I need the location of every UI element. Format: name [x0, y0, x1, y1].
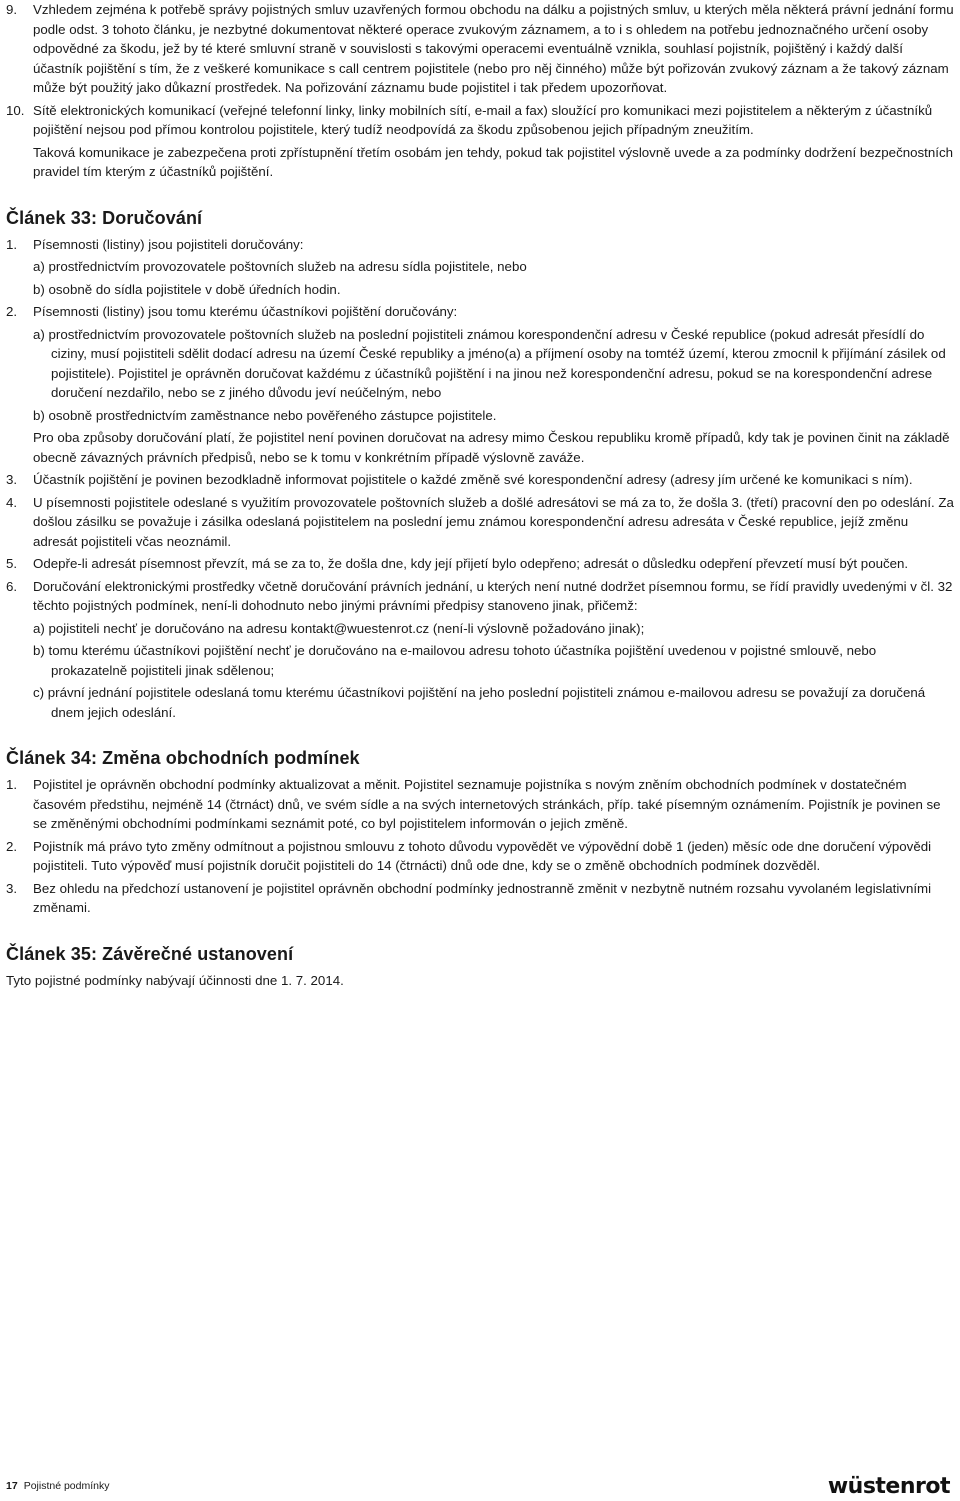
sub-item: b) osobně prostřednictvím zaměstnance nebo pověřeného zástupce pojistitele. [33, 407, 497, 423]
list-item [6, 0, 954, 98]
paragraph: U písemnosti pojistitele odeslané s využitím provozovatele poštovních služeb a došlé adresátovi se má za to, že došla 3. (třetí) pracovní den po odeslání. Za došlou zásilku se považuje i zásilka odeslaná pojistitelem na poslední jemu známou korespondenční adresu adresáta v České republice, jejíž změnu adresát pojistiteli včas neoznámil. [33, 494, 954, 549]
item-number: 5. [6, 556, 18, 571]
item-number: 1. [6, 236, 18, 252]
paragraph: Odepře-li adresát písemnost převzít, má se za to, že došla dne, kdy její přijetí bylo odepřeno; adresát o důsledku odepření převzetí musí být poučen. [33, 556, 909, 571]
paragraph: Pro oba způsoby doručování platí, že pojistitel není povinen doručovat na adresy mimo Českou republiku kromě případů, kdy tak je povinen činit na základě obecně závazných právních předpisů, nebo se k tomu v konkrétním případě výslovně zaváže. [33, 430, 950, 465]
list-item [6, 235, 954, 300]
item-number: 6. [6, 578, 18, 594]
item-number: 4. [6, 494, 18, 510]
paragraph: Pojistník má právo tyto změny odmítnout a pojistnou smlouvu z tohoto důvodu vypovědět ve výpovědní době 1 (jeden) měsíc ode dne doručení výpovědi pojistiteli. Tuto výpověď musí pojistník doručit pojistiteli do 14 (čtrnácti) dnů ode dne, kdy se o změně obchodních podmínek dozvěděl. [33, 838, 932, 873]
list-item [6, 879, 954, 918]
list-item [6, 577, 954, 723]
item-number: 2. [6, 838, 18, 854]
paragraph: Taková komunikace je zabezpečena proti zpřístupnění třetím osobám jen tehdy, pokud tak pojistitel výslovně uvede a za podmínky dodržení bezpečnostních pravidel tím kterým z účastníků pojištění. [33, 144, 953, 179]
sub-item: b) tomu kterému účastníkovi pojištění nechť je doručováno na e-mailovou adresu tohoto účastníka pojištění uvedenou v pojistné smlouvě, nebo prokazatelně pojistiteli jinak sdělenou; [33, 643, 877, 678]
item-number: 9. [6, 2, 18, 17]
article-heading: Článek 33: Doručování [6, 207, 203, 228]
list-item [6, 101, 954, 182]
item-number: 3. [6, 472, 18, 487]
article-heading: Článek 34: Změna obchodních podmínek [6, 748, 360, 768]
sub-item: a) prostřednictvím provozovatele poštovních služeb na poslední pojistiteli známou korespondenční adresu v České republice (pokud adresát přesídlí do ciziny, musí pojistiteli sdělit dodací adresu na území České republiky a jméno(a) a příjmení osoby na tomtéž území, kterou zmocnil k přijímání zásilek od pojistitele). Pojistitel je oprávněn doručovat každému z účastníků pojištění i na jinou než korespondenční adresu, pokud se na korespondenční adrese doručení nezdařilo, nebo se z jiného důvodu jeví neúčelným, nebo [33, 326, 946, 400]
sub-item: a) pojistiteli nechť je doručováno na adresu kontakt@wuestenrot.cz (není-li výslovně požadováno jinak); [33, 620, 645, 636]
document-body [6, 0, 954, 993]
article-35 [6, 943, 954, 991]
list-item [6, 837, 954, 876]
intro-list [6, 0, 954, 182]
sub-item: a) prostřednictvím provozovatele poštovních služeb na adresu sídla pojistitele, nebo [33, 259, 527, 274]
item-number: 1. [6, 777, 18, 792]
item-number: 10. [6, 102, 25, 118]
page-number: 17 [6, 1480, 18, 1492]
paragraph: Sítě elektronických komunikací (veřejné telefonní linky, linky mobilních sítí, e-mail a fax) sloužící pro komunikaci mezi pojistitelem a některým z účastníků pojištění nejsou pod přímou kontrolou pojistitele, který tudíž neodpovídá za škodu způsobenou jejich případným zneužitím. [33, 102, 933, 137]
item-number: 2. [6, 304, 18, 319]
sub-item: b) osobně do sídla pojistitele v době úředních hodin. [33, 281, 341, 297]
paragraph: Vzhledem zejména k potřebě správy pojistných smluv uzavřených formou obchodu na dálku a pojistných smluv, u kterých měla některá právní jednání formu podle odst. 3 tohoto článku, je nezbytné dokumentovat některé operace zvukovým záznamem, a to i s ohledem na potřebu jednoznačného určení osoby odpovědné za škodu, jež by té které smluvní straně v souvislosti s takovými operacemi eventuálně vznikla, souhlasí pojistník, pojištěný i každý další účastník pojištění s tím, že z veškeré komunikace s call centrem pojistitele (nebo pro něj činného) může být pořizován zvukový záznam a že takový záznam může být použitý jako důkazní prostředek. Na pořizování záznamu bude pojistitel i tak předem upozorňovat. [33, 2, 954, 95]
paragraph: Účastník pojištění je povinen bezodkladně informovat pojistitele o každé změně své korespondenční adresy (adresy jím určené ke komunikaci s ním). [33, 472, 913, 487]
item-number: 3. [6, 880, 18, 896]
sub-item: c) právní jednání pojistitele odeslaná tomu kterému účastníkovi pojištění na jeho poslední pojistiteli známou e-mailovou adresu se považují za doručená dnem jejich odeslání. [33, 685, 926, 720]
paragraph: Tyto pojistné podmínky nabývají účinnosti dne 1. 7. 2014. [6, 972, 344, 988]
brand-logo: wüstenrot [827, 1474, 950, 1499]
list-item [6, 302, 954, 467]
list-item [6, 470, 954, 490]
article-34 [6, 747, 954, 918]
list-item [6, 775, 954, 834]
footer-label: Pojistné podmínky [23, 1480, 110, 1492]
paragraph: Bez ohledu na předchozí ustanovení je pojistitel oprávněn obchodní podmínky jednostranně změnit v nezbytně nutném rozsahu vyvolaném legislativními změnami. [33, 880, 932, 915]
article-heading: Článek 35: Závěrečné ustanovení [6, 943, 294, 964]
page-footer [6, 1480, 109, 1492]
article-33 [6, 207, 954, 723]
paragraph: Pojistitel je oprávněn obchodní podmínky aktualizovat a měnit. Pojistitel seznamuje pojistníka s novým zněním obchodních podmínek v dostatečném časovém předstihu, nejméně 14 (čtrnáct) dnů, ve svém sídle a na svých internetových stránkách, příp. také písemným oznámením. Pojistník je povinen se se změněnými obchodními podmínkami seznámit poté, co byl pojistitelem informován o jejich změně. [33, 777, 941, 831]
paragraph: Písemnosti (listiny) jsou pojistiteli doručovány: [33, 236, 304, 252]
paragraph: Písemnosti (listiny) jsou tomu kterému účastníkovi pojištění doručovány: [33, 304, 458, 319]
list-item [6, 493, 954, 552]
paragraph: Doručování elektronickými prostředky včetně doručování právních jednání, u kterých není nutné dodržet písemnou formu, se řídí pravidly uvedenými v čl. 32 těchto pojistných podmínek, není-li dohodnuto nebo jinými právními předpisy stanoveno jinak, přičemž: [33, 578, 953, 613]
list-item [6, 554, 954, 574]
